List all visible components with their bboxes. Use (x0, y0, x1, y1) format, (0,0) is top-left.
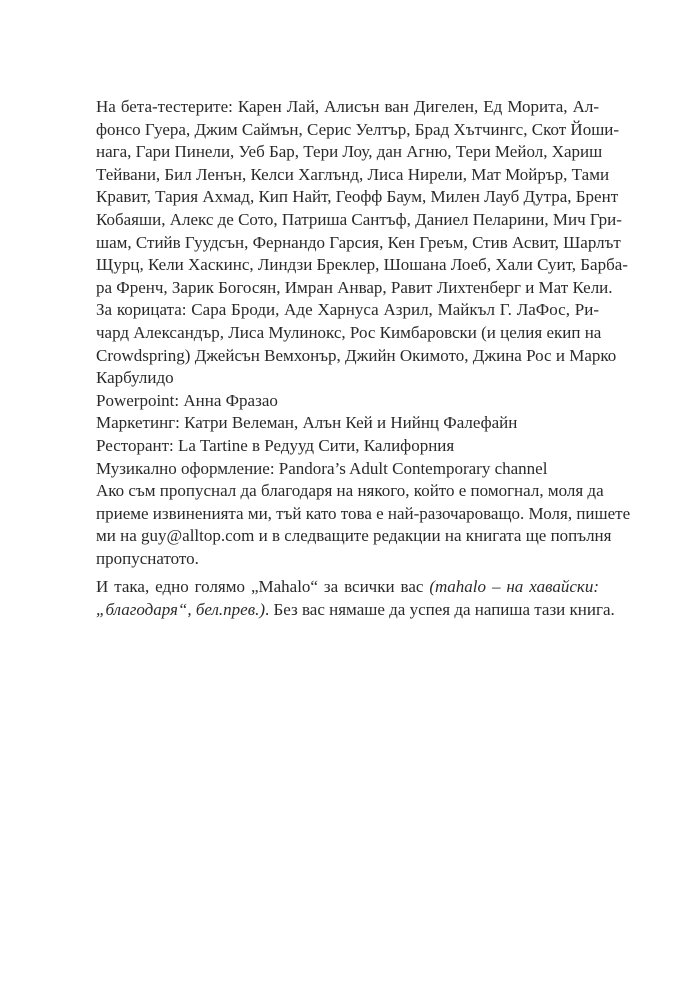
text-line: За корицата: Сара Броди, Аде Харнуса Азрил, Майкъл Г. ЛаФос, Ри- (96, 300, 599, 320)
text-line: чард Александър, Лиса Мулинокс, Рос Кимбаровски (и целия екип на (96, 322, 602, 342)
text-line (96, 599, 615, 622)
text-line: Crowdspring) Джейсън Вемхонър, Джийн Окимото, Джина Рос и Марко (96, 345, 617, 365)
text-line: ра Френч, Зарик Богосян, Имран Анвар, Равит Лихтенберг и Мат Кели. (96, 277, 613, 297)
text-line (96, 576, 599, 599)
text-line: нага, Гари Пинели, Уеб Бар, Тери Лоу, дан Агню, Тери Мейол, Хариш (96, 142, 603, 162)
text-line: Карбулидо (96, 368, 174, 388)
paragraph-apology (96, 480, 631, 570)
paragraph-marketing (96, 412, 599, 435)
closing-text: . Без вас нямаше да успея да напиша тази книга. (265, 600, 615, 620)
text-line: Кравит, Тария Ахмад, Кип Найт, Геофф Баум, Милен Лауб Дутра, Брент (96, 187, 619, 207)
text-line: Тейвани, Бил Ленън, Келси Хаглънд, Лиса Нирели, Мат Мойрър, Тами (96, 164, 610, 184)
mahalo-note: (mahalo – на хавайски: (429, 577, 599, 597)
text-line: На бета-тестерите: Карен Лай, Алисън ван Дигелен, Ед Морита, Ал- (96, 97, 599, 116)
text-line: ми на guy@alltop.com и в следващите редакции на книгата ще попълня (96, 526, 612, 546)
text-line: Музикално оформление: Pandora’s Adult Contemporary channel (96, 458, 548, 478)
text-line: Маркетинг: Катри Велеман, Алън Кей и Нийнц Фалефайн (96, 413, 518, 433)
text-line: Щурц, Кели Хаскинс, Линдзи Бреклер, Шошана Лоеб, Хали Суит, Барба- (96, 255, 628, 275)
text-line: приеме извиненията ми, тъй като това е най-разочароващо. Моля, пишете (96, 503, 631, 523)
text-line: шам, Стийв Гуудсън, Фернандо Гарсия, Кен Греъм, Стив Асвит, Шарлът (96, 232, 621, 252)
paragraph-music (96, 458, 599, 481)
text-line: фонсо Гуера, Джим Саймън, Серис Уелтър, Брад Хътчингс, Скот Йоши- (96, 119, 620, 139)
text-line: Powerpoint: Анна Фразао (96, 390, 278, 410)
paragraph-powerpoint (96, 390, 599, 413)
mahalo-note-cont: „благодаря“, бел.прев.) (96, 600, 266, 620)
text-line: Ако съм пропуснал да благодаря на някого, който е помогнал, моля да (96, 481, 604, 501)
paragraph-restaurant (96, 435, 599, 458)
paragraph-beta-testers (96, 96, 628, 299)
mahalo-text: И така, едно голямо „Mahalo“ за всички вас (96, 577, 430, 597)
paragraph-cover (96, 299, 617, 389)
text-line: пропуснатото. (96, 548, 199, 568)
text-line: Ресторант: La Tartine в Редууд Сити, Калифорния (96, 435, 455, 455)
paragraph-mahalo (96, 576, 615, 621)
text-line: Кобаяши, Алекс де Сото, Патриша Сантъф, Даниел Пеларини, Мич Гри- (96, 209, 622, 229)
document-page (96, 96, 631, 622)
